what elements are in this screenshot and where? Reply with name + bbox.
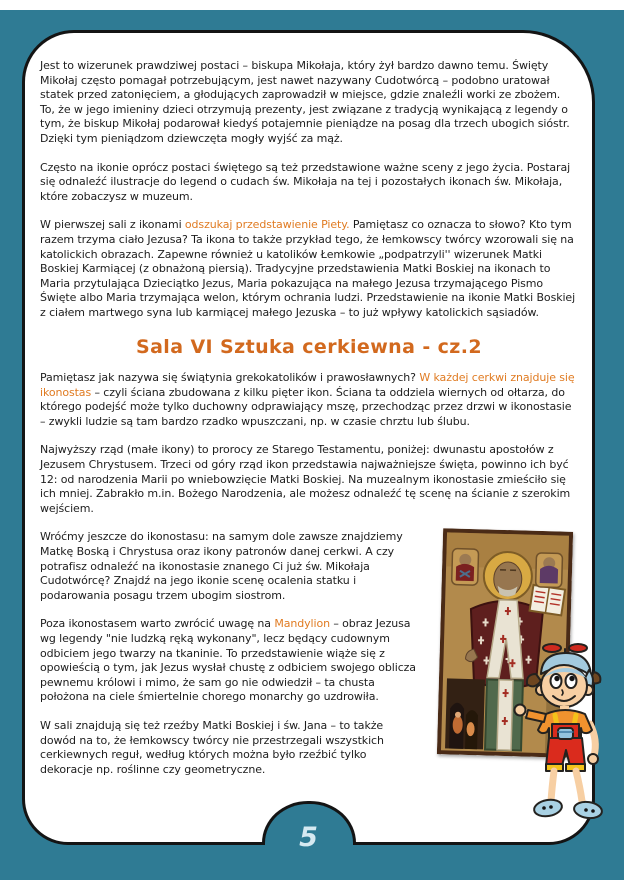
- page-text: [40, 59, 578, 832]
- christ-medallion: [452, 549, 479, 586]
- highlight-text: Mandylion: [274, 617, 330, 631]
- text-segment: – obraz Jezusa wg legendy "nie ludzką ręką wykonany", lecz będący cudownym odbiciem jego twarzy na tkaninie. To przedstawienie wiąże się z opowieścią o tym, jak Jezus wysłał chustę z odbiciem swojego oblicza pewnemu królowi i mimo, że sam go nie odwiedził – ta chusta położona na ciele śmiertelnie chorego monarchy go uzdrowiła.: [40, 617, 416, 704]
- text-blocks-top: [40, 59, 578, 516]
- miracle-scene: [445, 679, 485, 750]
- text-segment: – czyli ściana zbudowana z kilku pięter ikon. Ściana ta oddziela wiernych od ołtarza, do którego podejść może tylko duchowny odprawiający mszę, przechodząc przez drzwi w ikonostasie – zwykli ludzie są tam bardzo rzadko wpuszczani, np. w czasie chrztu lub ślubu.: [40, 385, 572, 428]
- paragraph: [40, 443, 578, 516]
- text-segment: Jest to wizerunek prawdziwej postaci – biskupa Mikołaja, który żył bardzo dawno temu. Święty Mikołaj często pomagał potrzebującym, jest nawet nazywany Cudotwórcą – podobno uratował statek przed zatonięciem, a głodujących zaprowadził w miejsce, gdzie znaleźli worki ze zbożem. To, że w jego imieniny dzieci otrzymują prezenty, jest związane z tradycją wynikającą z legendy o tym, że biskup Mikołaj podarował kiedyś potajemnie pieniądze na posag dla trzech ubogich sióstr. Dzięki tym pieniądzom dziewczęta mogły wyjść za mąż.: [40, 59, 570, 145]
- boy-mascot-illustration: [510, 638, 624, 828]
- text-segment: Pamiętasz co oznacza to słowo? Kto tym razem trzyma ciało Jezusa? Ta ikona to także przykład tego, że łemkowscy twórcy wzorowali się na katolickich obrazach. Zapewne również u katolików Łemkowie „podpatrzyli'' wizerunek Matki Boskiej Karmiącej (z obnażoną piersią). Tradycyjne przedstawienia Matki Boskiej na ikonach to Maria przytulająca Dzieciątko Jezus, Maria pokazująca na małego Jezusa trzymającego Pismo Święte albo Maria trzymająca welon, którym ochrania ludzi. Przedstawienie na ikonie Matki Boskiej z ciałem martwego syna lub karmiącej małego Jezuska – to już wpływy katolickich sąsiadów.: [40, 218, 576, 319]
- paragraph: [40, 218, 578, 320]
- paragraph: [40, 59, 578, 147]
- text-segment: Wróćmy jeszcze do ikonostasu: na samym dole zawsze znajdziemy Matkę Boską i Chrystusa oraz ikony patronów danej cerkwi. A czy potrafisz odnaleźć na ikonostasie znanego Ci już św. Mikołaja Cudotwórcę? Znajdź na jego ikonie scenę ocalenia statku i podarowania posagu trzem ubogim siostrom.: [40, 530, 403, 602]
- section-heading: Sala VI Sztuka cerkiewna - cz.2: [136, 335, 482, 358]
- mary-medallion: [536, 553, 563, 588]
- page-number: 5: [299, 822, 318, 853]
- highlight-text: odszukaj przedstawienie Piety.: [184, 218, 350, 232]
- text-segment: Najwyższy rząd (małe ikony) to prorocy ze Starego Testamentu, poniżej: dwunastu apostołów z Jezusem Chrystusem. Trzeci od góry rząd ikon przedstawia najważniejsze święta, powinno ich być 12: od narodzenia Marii po wniebowzięcie Matki Boskiej. Na muzealnym ikonostasie zmieściło się ich mniej. Zabrakło m.in. Bożego Narodzenia, ale możesz odnaleźć tę scenę na ścianie z szerokim wejściem.: [40, 443, 571, 515]
- text-segment: Poza ikonostasem warto zwrócić uwagę na: [40, 617, 275, 631]
- text-segment: W sali znajdują się też rzeźby Matki Boskiej i św. Jana – to także dowód na to, że łemkowscy twórcy nie przestrzegali wszystkich cerkiewnych reguł, według których można było rzeźbić tylko dekoracje np. roślinne czy geometryczne.: [40, 718, 384, 776]
- paragraph: [40, 371, 578, 429]
- text-segment: Często na ikonie oprócz postaci świętego są też przedstawione ważne sceny z jego życia. Postaraj się odnaleźć ilustracje do legend o cudach św. Mikołaja na tej i pozostałych ikonach św. Mikołaja, które zobaczysz w muzeum.: [40, 160, 571, 203]
- paragraph: [40, 161, 578, 205]
- highlight-text: W każdej cerkwi znajduje się ikonostas: [40, 371, 575, 399]
- text-segment: Pamiętasz jak nazywa się świątynia grekokatolików i prawosławnych?: [40, 371, 420, 385]
- text-segment: W pierwszej sali z ikonami: [40, 218, 185, 232]
